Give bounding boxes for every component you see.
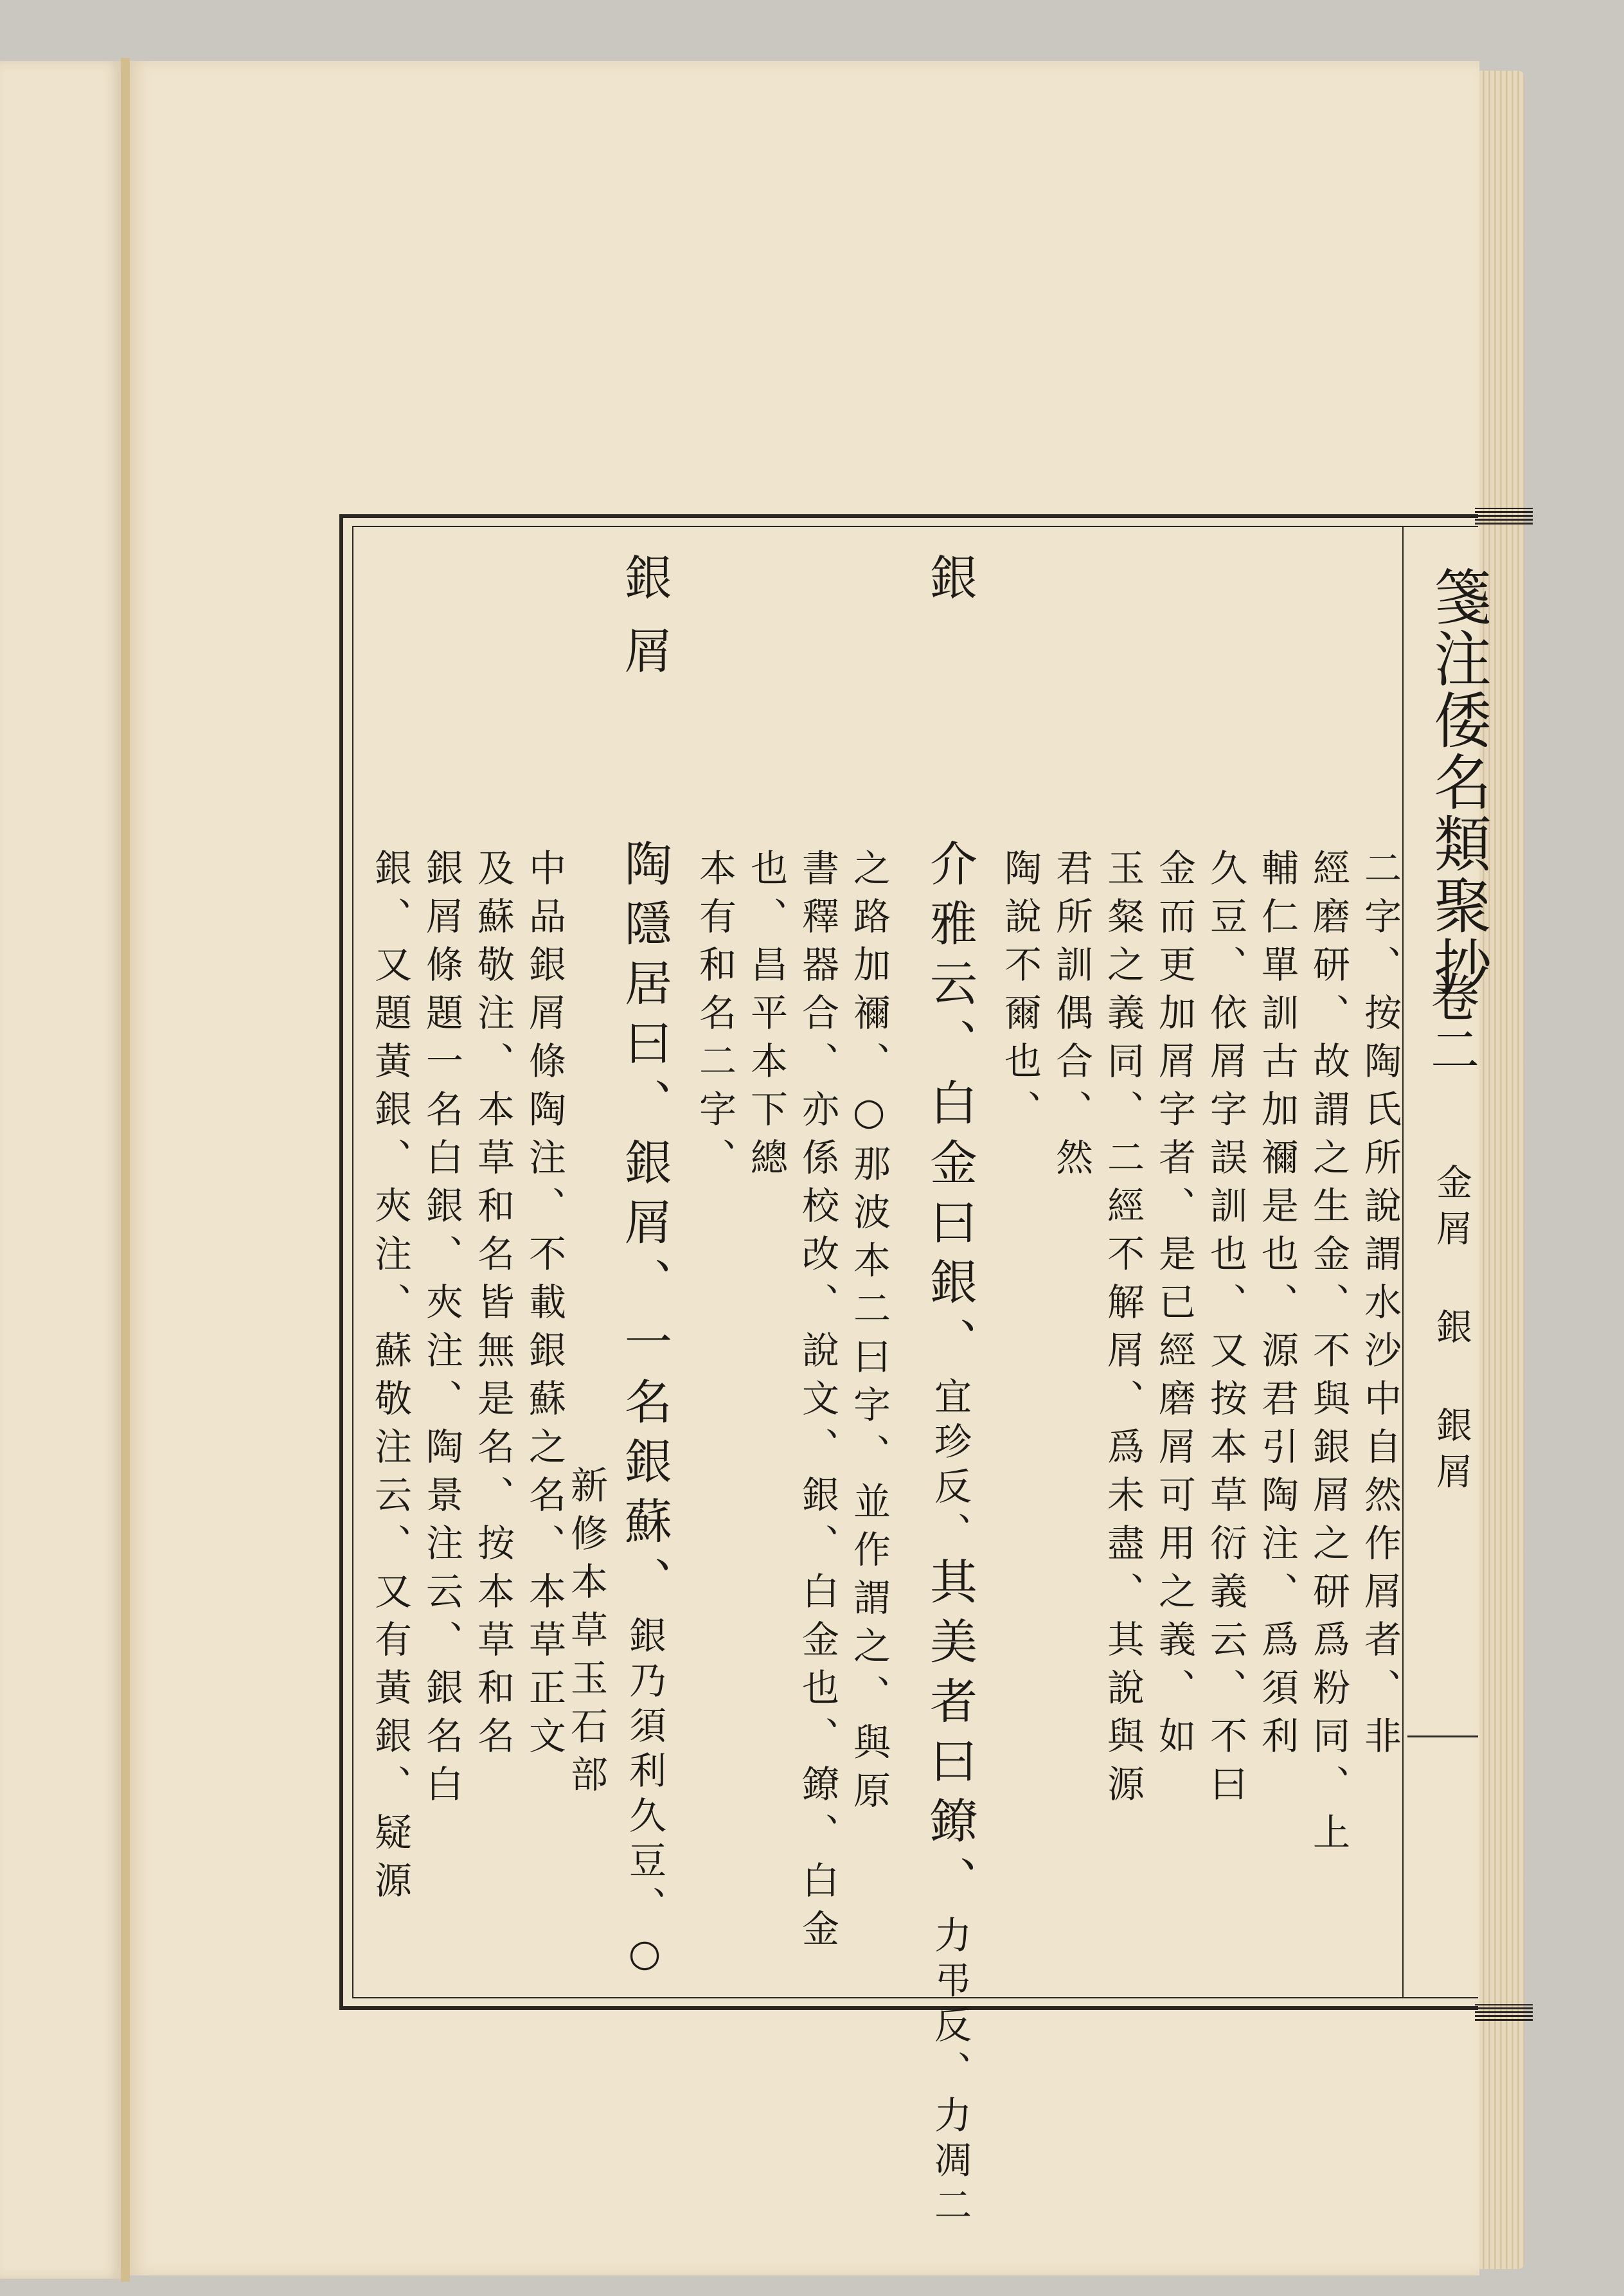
volume-label: 卷二 <box>1422 971 1479 1076</box>
title-column-tick <box>1407 1735 1478 1737</box>
text-column-8: 陶說不爾也、 <box>998 848 1042 1138</box>
running-head: 金屑 銀 銀屑 <box>1431 1163 1472 1499</box>
ginsetsu-note-column-1: 中品銀屑條陶注、不載銀蘇之名、本草正文 <box>522 848 566 1764</box>
ginsetsu-note-top: 新修本草玉石部 <box>564 1466 608 1803</box>
entry-lead-ginsetsu-part1: 陶隱居曰、銀屑、一名銀蘇、 <box>617 839 672 1616</box>
text-column-7: 君所訓偶合、然 <box>1049 848 1093 1186</box>
entry-lead-gin-note2: 力弔反、 <box>928 1915 972 2095</box>
text-column-3: 輔仁單訓古加禰是也、源君引陶注、爲須利 <box>1255 848 1299 1764</box>
entry-lead-gin-part1: 介雅云、白金曰銀、 <box>922 839 977 1377</box>
book-title: 箋注倭名類聚抄 <box>1423 566 1491 998</box>
entry-lead-gin-note: 宜珍反、 <box>928 1377 972 1557</box>
edge-mark-bottom <box>1475 2004 1533 2021</box>
edge-mark-top <box>1475 508 1533 525</box>
text-column-2: 經磨研、故謂之生金、不與銀屑之研爲粉同、上 <box>1307 848 1350 1861</box>
entry-lead-gin-part2: 其美者曰鐐、 <box>922 1557 977 1915</box>
book-spine <box>121 58 130 2282</box>
entry-heading-gin: 銀 <box>922 553 977 626</box>
entry-lead-ginsetsu <box>611 839 679 1982</box>
gin-note-column-4: 本有和名二字、 <box>693 848 736 1186</box>
gin-note-column-2: 書釋器合、亦係校改、說文、銀、白金也、鐐、白金 <box>796 848 839 1957</box>
ginsetsu-note-column-3: 銀屑條題一名白銀、夾注、陶景注云、銀名白 <box>420 848 463 1813</box>
text-column-5: 金而更加屑字者、是已經磨屑可用之義、如 <box>1152 848 1196 1764</box>
text-column-6: 玉粲之義同、二經不解屑、爲未盡、其說與源 <box>1101 848 1145 1813</box>
text-column-1: 二字、按陶氏所說謂水沙中自然作屑者、非 <box>1358 848 1402 1764</box>
gin-note-column-3: 也、昌平本下總 <box>744 848 788 1186</box>
entry-lead-gin-note3: 力凋二 <box>928 2095 972 2230</box>
entry-lead-gin <box>916 839 984 2230</box>
gin-note-column-1: 之路加禰、○那波本二曰字、並作謂之、與原 <box>847 848 891 1819</box>
entry-lead-ginsetsu-note: 銀乃須利久豆、○ <box>623 1616 666 1982</box>
page-edges <box>1479 71 1524 2269</box>
ginsetsu-note-column-4: 銀、又題黃銀、夾注、蘇敬注云、又有黃銀、疑源 <box>368 848 412 1909</box>
entry-heading-ginsetsu: 銀屑 <box>617 553 672 699</box>
ginsetsu-note-column-2: 及蘇敬注、本草和名皆無是名、按本草和名 <box>471 848 515 1764</box>
text-column-4: 久豆、依屑字誤訓也、又按本草衍義云、不曰 <box>1204 848 1247 1813</box>
left-page <box>0 61 125 2279</box>
